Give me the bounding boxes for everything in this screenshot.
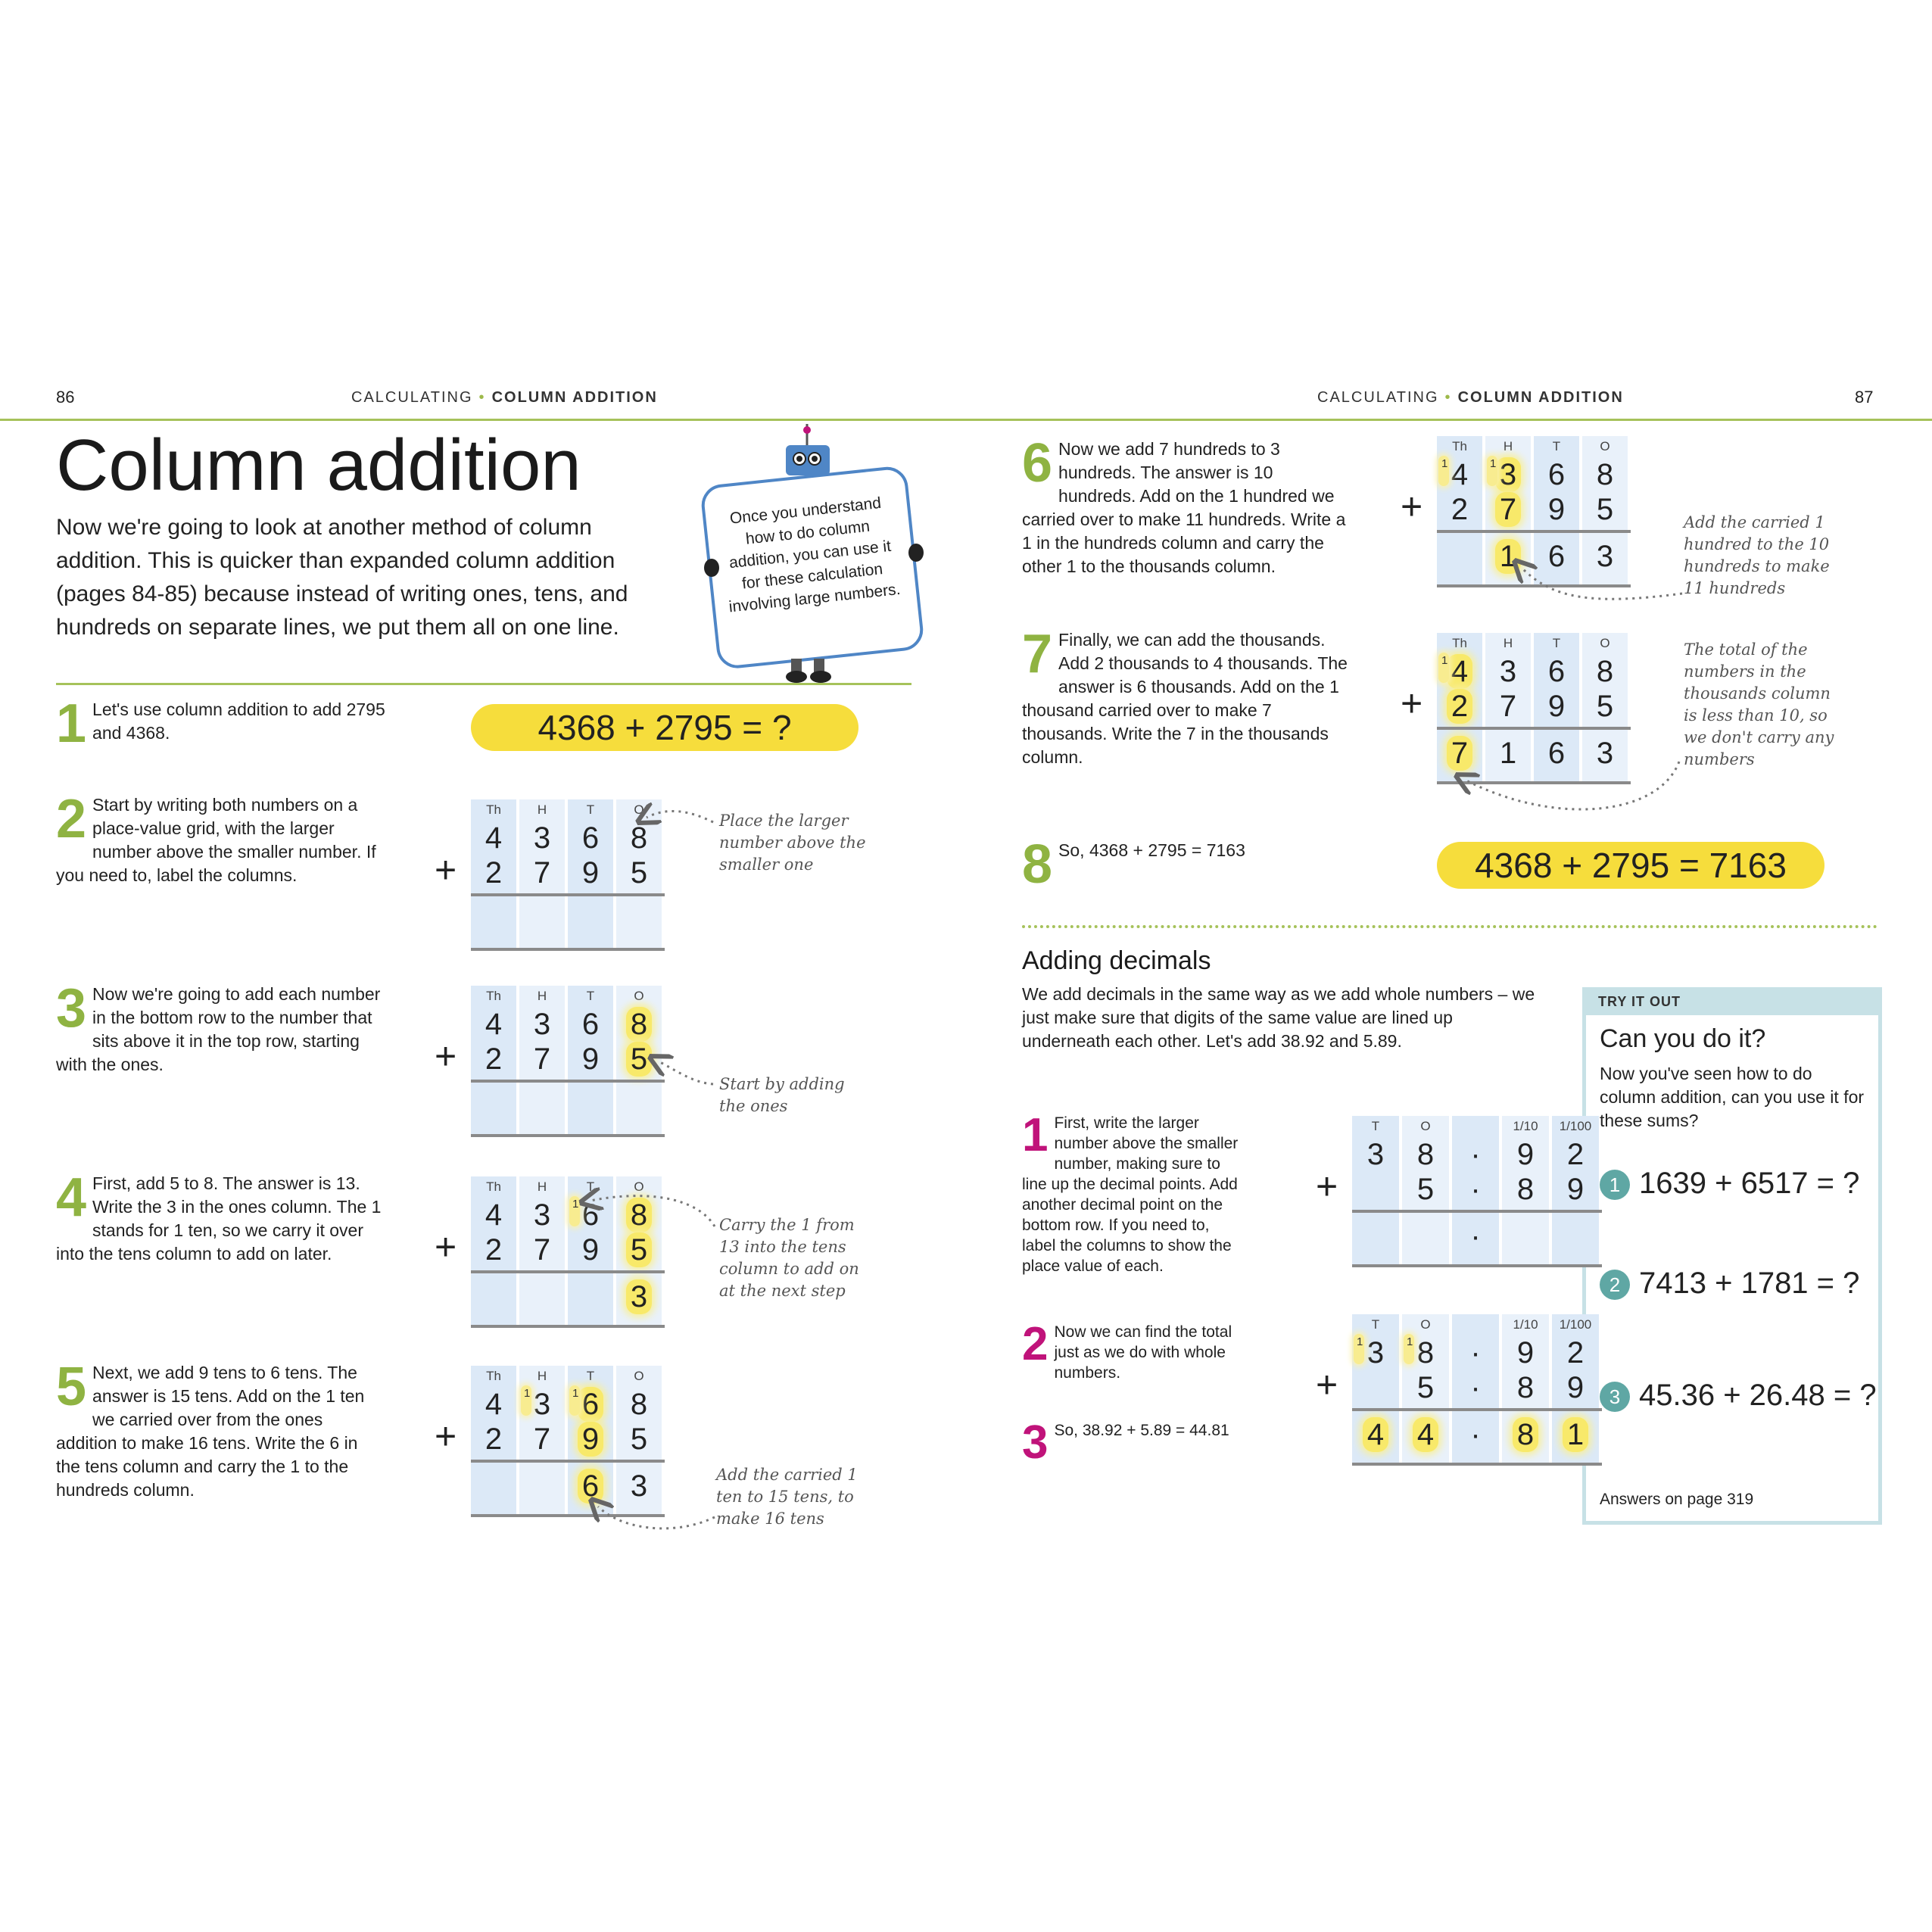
step-number: 7: [1022, 624, 1053, 684]
question-number-badge: 2: [1600, 1270, 1630, 1300]
question-equation: 4368 + 2795 = ?: [471, 704, 858, 751]
top-digit: 3: [1499, 655, 1517, 688]
column-header: O: [1420, 1119, 1431, 1133]
bottom-digit: 9: [581, 1233, 600, 1267]
carry-digit: 1: [1441, 654, 1448, 667]
top-digit: 6: [581, 1008, 600, 1041]
result-digit: ·: [1470, 1418, 1481, 1451]
column-header: T: [1371, 1317, 1380, 1332]
page-title: Column addition: [56, 425, 581, 506]
note-start-ones: Start by adding the ones: [719, 1075, 845, 1115]
highlighted-digit: 3: [626, 1279, 652, 1314]
bottom-digit: 7: [533, 856, 551, 890]
step-text: So, 38.92 + 5.89 = 44.81: [1054, 1422, 1229, 1439]
plus-sign: +: [1401, 485, 1423, 528]
column-header: O: [1600, 439, 1610, 453]
step-number: 8: [1022, 834, 1053, 895]
column-header: Th: [486, 1369, 501, 1383]
question-text: 45.36 + 26.48 = ?: [1639, 1379, 1877, 1412]
bottom-digit: 9: [581, 856, 600, 890]
highlighted-digit: 5: [626, 1042, 652, 1077]
step-text: Start by writing both numbers on a place-value grid, with the larger number above the smaller number. If you need to, label the columns.: [56, 795, 376, 885]
arrow-carried-ten: [598, 1507, 715, 1528]
column-header: H: [537, 802, 547, 817]
carry-digit: 1: [1407, 1335, 1413, 1348]
top-digit: 8: [1596, 458, 1614, 491]
bottom-digit: 5: [1596, 493, 1614, 526]
top-digit: 3: [533, 821, 551, 855]
step-text: First, add 5 to 8. The answer is 13. Write the 3 in the ones column. The 1 stands for 1 ten, so we carry it over into the tens column to add on later.: [56, 1173, 382, 1264]
step-text: Let's use column addition to add 2795 and 4368.: [92, 700, 385, 743]
step-text: Next, we add 9 tens to 6 tens. The answer is 15 tens. Add on the 1 ten we carried over from the ones addition to make 16 tens. Write the 6 in the tens column and carry the 1 to the hundreds column.: [56, 1363, 365, 1500]
column-header: O: [1600, 636, 1610, 650]
section-label: CALCULATING: [351, 389, 473, 406]
top-digit: 8: [1416, 1138, 1435, 1171]
step-number: 3: [56, 978, 87, 1039]
top-digit: 3: [533, 1388, 551, 1421]
step-text: First, write the larger number above the smaller number, making sure to line up the decimal points. Add another decimal point on the bottom row. If you need to, label the columns to show the place value of each.: [1022, 1114, 1239, 1275]
arrow-carry-one: [591, 1196, 715, 1226]
top-digit: 9: [1516, 1336, 1535, 1370]
note-carried-ten: Add the carried 1 ten to 15 tens, to make 16 tens: [716, 1466, 858, 1528]
intro-text: Now we're going to look at another method of column addition. This is quicker than expanded column addition (pages 84-85) because instead of writing ones, tens, and hundreds on separate lines, we put them all on one line.: [56, 515, 628, 640]
column-header: O: [634, 1179, 644, 1194]
top-digit: 6: [1547, 458, 1566, 491]
bottom-digit: 9: [581, 1042, 600, 1076]
top-digit: ·: [1470, 1336, 1481, 1370]
arrow-total-thousands: [1465, 762, 1679, 809]
carry-digit: 1: [572, 1387, 579, 1400]
question-text: 1639 + 6517 = ?: [1639, 1167, 1860, 1200]
step-text: Now we can find the total just as we do with whole numbers.: [1054, 1323, 1232, 1382]
column-header: H: [537, 989, 547, 1003]
highlighted-digit: 7: [1495, 492, 1521, 527]
column-header: H: [537, 1369, 547, 1383]
highlighted-digit: 3: [1495, 457, 1521, 492]
column-header: O: [634, 802, 644, 817]
result-digit: 3: [1596, 737, 1614, 770]
column-header: T: [586, 802, 595, 817]
column-header: H: [1503, 439, 1513, 453]
bottom-digit: 5: [1596, 690, 1614, 723]
step-text: Finally, we can add the thousands. Add 2 thousands to 4 thousands. The answer is 6 thousands. Add on the 1 thousand carried over to make 7 thousands. Write the 7 in the thousands column.: [1022, 630, 1348, 767]
bottom-digit: 7: [1499, 690, 1517, 723]
column-header: Th: [1452, 636, 1467, 650]
right-page-number: 87: [1855, 388, 1874, 407]
note-carried-hundred: Add the carried 1 hundred to the 10 hundreds to make 11 hundreds: [1684, 513, 1830, 597]
highlighted-digit: 2: [1447, 689, 1472, 724]
answer-equation: 4368 + 2795 = 7163: [1437, 842, 1824, 889]
result-digit: ·: [1470, 1220, 1481, 1253]
column-header: 1/100: [1559, 1119, 1592, 1133]
highlighted-digit: 7: [1447, 736, 1472, 771]
step-number: 1: [1022, 1109, 1049, 1161]
step-text: Now we add 7 hundreds to 3 hundreds. The answer is 10 hundreds. Add on the 1 hundred we carried over to make 11 hundreds. Write a 1 in the hundreds column and carry the other 1 to the thousands column.: [1022, 439, 1346, 576]
arrow-start-ones: [659, 1061, 713, 1084]
note-place-larger: Place the larger number above the smaller one: [719, 812, 866, 874]
robot-sign-text: Once you understand how to do column addition, you can use it for these calculation involving large numbers.: [728, 494, 902, 616]
top-digit: 3: [533, 1008, 551, 1041]
question-number-badge: 1: [1600, 1170, 1630, 1200]
top-digit: 8: [630, 821, 648, 855]
top-digit: 4: [485, 1198, 503, 1232]
column-header: T: [586, 1369, 595, 1383]
plus-sign: +: [1316, 1363, 1338, 1406]
bottom-digit: 7: [533, 1423, 551, 1456]
highlighted-digit: 4: [1413, 1417, 1438, 1452]
step-text: Now we're going to add each number in the bottom row to the number that sits above it in the top row, starting with the ones.: [56, 984, 381, 1074]
bottom-digit: 8: [1516, 1173, 1535, 1206]
top-digit: 4: [485, 1008, 503, 1041]
column-header: 1/10: [1513, 1317, 1538, 1332]
column-header: 1/10: [1513, 1119, 1538, 1133]
top-digit: 4: [485, 821, 503, 855]
plus-sign: +: [1316, 1165, 1338, 1208]
carry-digit: 1: [1441, 457, 1448, 470]
step-text: So, 4368 + 2795 = 7163: [1058, 840, 1245, 860]
left-page-number: 86: [56, 388, 75, 407]
bottom-digit: 7: [533, 1042, 551, 1076]
bottom-digit: 5: [1416, 1371, 1435, 1404]
bottom-digit: 2: [485, 1423, 503, 1456]
top-digit: 8: [1416, 1336, 1435, 1370]
highlighted-digit: 1: [1563, 1417, 1588, 1452]
section-label: CALCULATING: [1317, 389, 1439, 406]
bottom-digit: ·: [1470, 1173, 1481, 1206]
bottom-digit: ·: [1470, 1371, 1481, 1404]
bottom-digit: 9: [1566, 1173, 1585, 1206]
topic-label: COLUMN ADDITION: [1457, 389, 1624, 406]
highlighted-digit: 4: [1363, 1417, 1388, 1452]
top-digit: 3: [1366, 1336, 1385, 1370]
bottom-digit: 5: [630, 1423, 648, 1456]
result-digit: 3: [1596, 540, 1614, 573]
column-header: 1/100: [1559, 1317, 1592, 1332]
step-number: 6: [1022, 433, 1053, 494]
highlighted-digit: 8: [1513, 1417, 1538, 1452]
column-header: O: [1420, 1317, 1431, 1332]
step-number: 3: [1022, 1416, 1049, 1469]
highlighted-digit: 8: [626, 1198, 652, 1232]
highlighted-digit: 6: [578, 1387, 603, 1422]
bottom-digit: 5: [630, 856, 648, 890]
carry-digit: 1: [1357, 1335, 1363, 1348]
top-digit: 8: [1596, 655, 1614, 688]
column-header: T: [586, 1179, 595, 1194]
bottom-digit: 9: [1566, 1371, 1585, 1404]
plus-sign: +: [435, 1415, 457, 1457]
arrow-place-larger: [647, 811, 713, 822]
note-carry-one: Carry the 1 from 13 into the tens column to add on at the next step: [719, 1216, 859, 1300]
column-header: T: [1552, 636, 1561, 650]
bottom-digit: 2: [485, 1042, 503, 1076]
bottom-digit: 7: [533, 1233, 551, 1267]
highlighted-digit: 9: [578, 1422, 603, 1457]
step-number: 2: [1022, 1318, 1049, 1370]
bottom-digit: 9: [1547, 690, 1566, 723]
result-digit: 3: [630, 1469, 648, 1503]
question-text: 7413 + 1781 = ?: [1639, 1267, 1860, 1300]
question-number-badge: 3: [1600, 1382, 1630, 1412]
top-digit: 4: [485, 1388, 503, 1421]
column-header: Th: [486, 802, 501, 817]
highlighted-digit: 8: [626, 1007, 652, 1042]
plus-sign: +: [435, 1035, 457, 1077]
result-digit: 6: [1547, 540, 1566, 573]
step-number: 5: [56, 1357, 87, 1417]
bottom-digit: 8: [1516, 1371, 1535, 1404]
bottom-digit: 5: [1416, 1173, 1435, 1206]
column-header: Th: [1452, 439, 1467, 453]
separator-dot: •: [1444, 389, 1452, 406]
step-number: 4: [56, 1167, 87, 1228]
column-header: H: [1503, 636, 1513, 650]
decimals-heading: Adding decimals: [1022, 946, 1211, 975]
top-digit: 2: [1566, 1336, 1585, 1370]
column-header: Th: [486, 1179, 501, 1194]
column-header: Th: [486, 989, 501, 1003]
note-total-thousands: The total of the numbers in the thousands column is less than 10, so we don't carry any numbers: [1684, 640, 1834, 768]
column-header: H: [537, 1179, 547, 1194]
highlighted-digit: 1: [1495, 539, 1521, 574]
decimals-intro: We add decimals in the same way as we add whole numbers – we just make sure that digits of the same value are lined up underneath each other. Let's add 38.92 and 5.89.: [1022, 984, 1535, 1051]
result-digit: 6: [1547, 737, 1566, 770]
bottom-digit: 2: [485, 856, 503, 890]
top-digit: 3: [533, 1198, 551, 1232]
bottom-digit: 2: [485, 1233, 503, 1267]
column-header: T: [1371, 1119, 1380, 1133]
top-digit: 6: [581, 1198, 600, 1232]
plus-sign: +: [435, 849, 457, 891]
bottom-digit: 9: [1547, 493, 1566, 526]
carry-digit: 1: [572, 1198, 579, 1211]
top-digit: 8: [630, 1388, 648, 1421]
highlighted-digit: 6: [578, 1469, 603, 1504]
highlighted-digit: 5: [626, 1232, 652, 1267]
separator-dot: •: [478, 389, 486, 406]
topic-label: COLUMN ADDITION: [491, 389, 658, 406]
top-digit: 6: [1547, 655, 1566, 688]
plus-sign: +: [1401, 682, 1423, 724]
step-number: 1: [56, 693, 87, 754]
highlighted-digit: 4: [1447, 654, 1472, 689]
arrow-carried-hundred: [1522, 568, 1682, 599]
try-it-out-heading: Can you do it?: [1600, 1024, 1766, 1053]
top-digit: 9: [1516, 1138, 1535, 1171]
plus-sign: +: [435, 1226, 457, 1268]
result-digit: 1: [1499, 737, 1517, 770]
carry-digit: 1: [1490, 457, 1497, 470]
column-header: T: [1552, 439, 1561, 453]
step-number: 2: [56, 789, 87, 849]
try-it-out-label: TRY IT OUT: [1586, 991, 1878, 1015]
top-digit: 2: [1566, 1138, 1585, 1171]
top-digit: ·: [1470, 1138, 1481, 1171]
column-header: T: [586, 989, 595, 1003]
answers-reference: Answers on page 319: [1600, 1491, 1754, 1508]
carry-digit: 1: [524, 1387, 531, 1400]
column-header: O: [634, 989, 644, 1003]
bottom-digit: 2: [1451, 493, 1469, 526]
column-header: O: [634, 1369, 644, 1383]
try-it-out-intro: Now you've seen how to do column addition, can you use it for these sums?: [1600, 1064, 1865, 1130]
top-digit: 6: [581, 821, 600, 855]
top-digit: 3: [1366, 1138, 1385, 1171]
top-digit: 4: [1451, 458, 1469, 491]
